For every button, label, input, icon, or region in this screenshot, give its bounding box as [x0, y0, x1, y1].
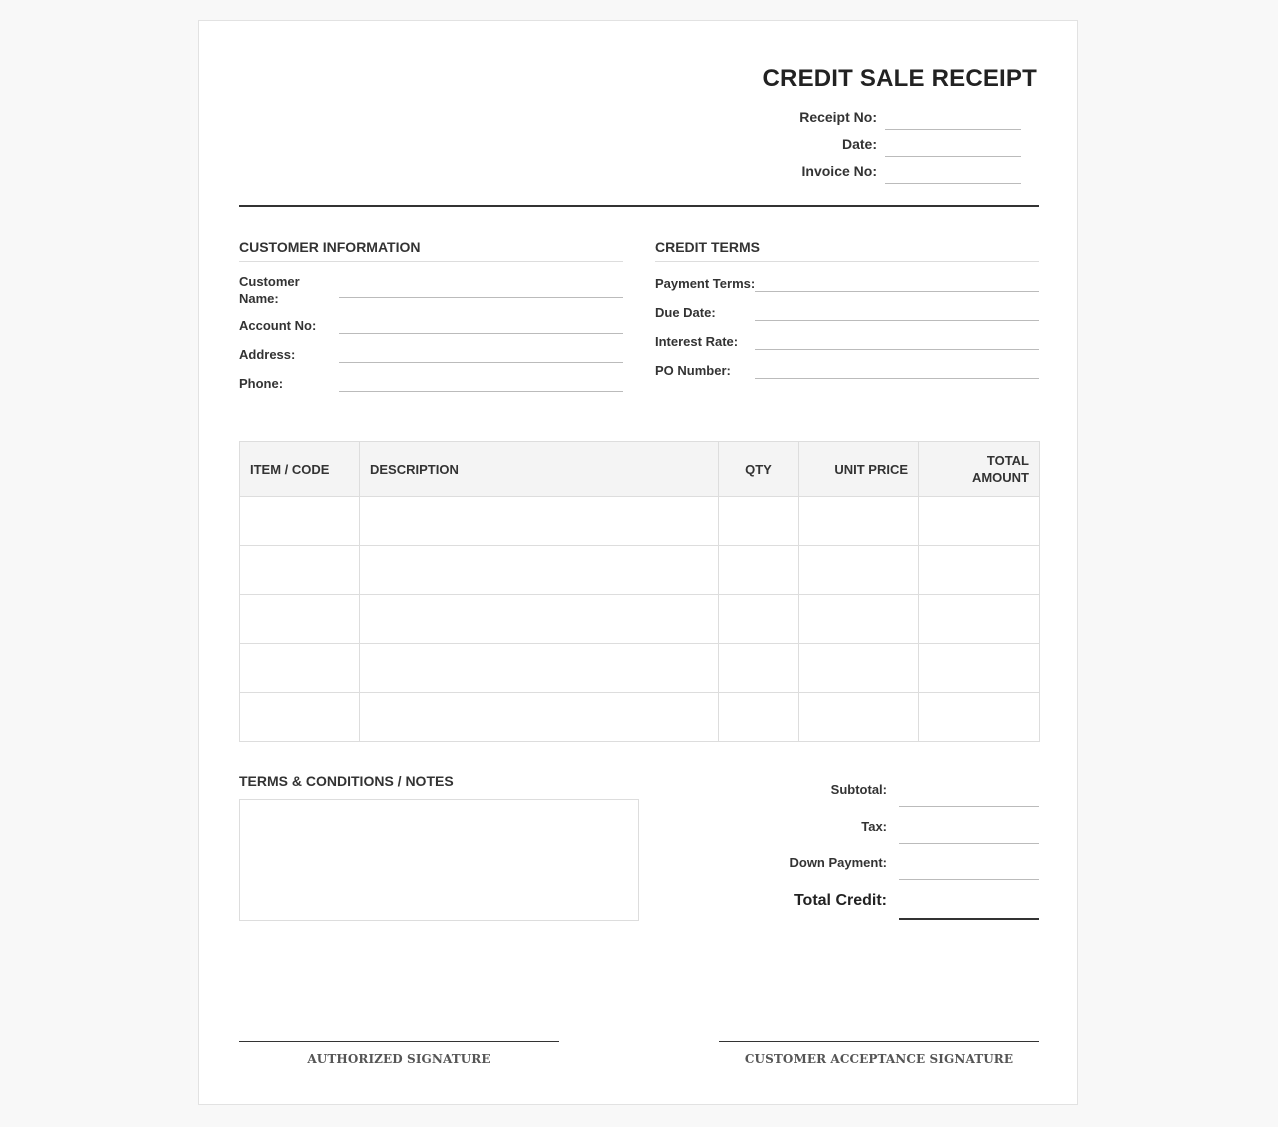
table-cell[interactable]: [360, 644, 719, 693]
table-cell[interactable]: [360, 546, 719, 595]
column-header-qty: QTY: [719, 442, 799, 497]
table-cell[interactable]: [799, 497, 919, 546]
authorized-signature-line[interactable]: [239, 1041, 559, 1042]
customer-name-field[interactable]: [339, 297, 623, 298]
table-cell[interactable]: [799, 595, 919, 644]
table-row: [240, 595, 1040, 644]
table-cell[interactable]: [719, 693, 799, 742]
column-header-item-code: ITEM / CODE: [240, 442, 360, 497]
notes-box[interactable]: [239, 799, 639, 921]
payment-terms-field[interactable]: [755, 291, 1039, 292]
table-cell[interactable]: [799, 693, 919, 742]
po-number-label: PO Number:: [655, 363, 731, 378]
table-cell[interactable]: [240, 595, 360, 644]
payment-terms-label: Payment Terms:: [655, 276, 756, 291]
account-no-field[interactable]: [339, 333, 623, 334]
down-payment-label: Down Payment:: [789, 855, 887, 870]
invoice-no-row: [701, 159, 1021, 186]
phone-label: Phone:: [239, 376, 284, 391]
table-cell[interactable]: [919, 595, 1040, 644]
table-cell[interactable]: [240, 644, 360, 693]
address-field[interactable]: [339, 362, 623, 363]
table-row: [240, 644, 1040, 693]
notes-heading: TERMS & CONDITIONS / NOTES: [239, 773, 454, 789]
table-row: [240, 546, 1040, 595]
receipt-no-row: [701, 105, 1021, 132]
column-header-unit-price: UNIT PRICE: [799, 442, 919, 497]
due-date-field[interactable]: [755, 320, 1039, 321]
tax-label: Tax:: [861, 819, 887, 834]
interest-rate-label: Interest Rate:: [655, 334, 739, 349]
total-credit-field[interactable]: [899, 918, 1039, 920]
interest-rate-field[interactable]: [755, 349, 1039, 350]
date-field[interactable]: [885, 156, 1021, 157]
receipt-no-label: Receipt No:: [799, 109, 877, 125]
table-cell[interactable]: [919, 693, 1040, 742]
table-cell[interactable]: [719, 546, 799, 595]
credit-terms-heading: CREDIT TERMS: [655, 239, 1039, 262]
table-cell[interactable]: [719, 644, 799, 693]
date-label: Date:: [841, 136, 877, 152]
table-header-row: [240, 442, 1040, 497]
po-number-field[interactable]: [755, 378, 1039, 379]
table-cell[interactable]: [360, 497, 719, 546]
table-cell[interactable]: [919, 644, 1040, 693]
down-payment-field[interactable]: [899, 879, 1039, 880]
table-cell[interactable]: [919, 546, 1040, 595]
invoice-no-field[interactable]: [885, 183, 1021, 184]
table-cell[interactable]: [719, 595, 799, 644]
subtotal-field[interactable]: [899, 806, 1039, 807]
column-header-total-amount: TOTAL AMOUNT: [919, 442, 1040, 497]
column-header-description: DESCRIPTION: [360, 442, 719, 497]
date-row: [701, 132, 1021, 159]
subtotal-label: Subtotal:: [830, 782, 887, 797]
authorized-signature-label: AUTHORIZED SIGNATURE: [307, 1052, 491, 1066]
account-no-label: Account No:: [239, 318, 317, 333]
receipt-page: [198, 20, 1078, 1105]
table-cell[interactable]: [240, 693, 360, 742]
tax-field[interactable]: [899, 843, 1039, 844]
customer-info-heading: CUSTOMER INFORMATION: [239, 239, 623, 262]
receipt-title: CREDIT SALE RECEIPT: [762, 65, 1037, 92]
total-credit-label: Total Credit:: [793, 892, 887, 909]
phone-field[interactable]: [339, 391, 623, 392]
table-row: [240, 497, 1040, 546]
table-cell[interactable]: [240, 497, 360, 546]
table-cell[interactable]: [919, 497, 1040, 546]
items-table: [239, 441, 1040, 742]
due-date-label: Due Date:: [655, 305, 716, 320]
table-cell[interactable]: [719, 497, 799, 546]
table-cell[interactable]: [360, 693, 719, 742]
table-cell[interactable]: [240, 546, 360, 595]
table-cell[interactable]: [799, 546, 919, 595]
customer-name-label: Customer Name:: [239, 274, 300, 306]
header-divider: [239, 205, 1039, 207]
customer-signature-label: CUSTOMER ACCEPTANCE SIGNATURE: [744, 1052, 1014, 1066]
table-cell[interactable]: [799, 644, 919, 693]
table-row: [240, 693, 1040, 742]
invoice-no-label: Invoice No:: [801, 163, 877, 179]
address-label: Address:: [239, 347, 296, 362]
table-cell[interactable]: [360, 595, 719, 644]
customer-signature-line[interactable]: [719, 1041, 1039, 1042]
receipt-no-field[interactable]: [885, 129, 1021, 130]
